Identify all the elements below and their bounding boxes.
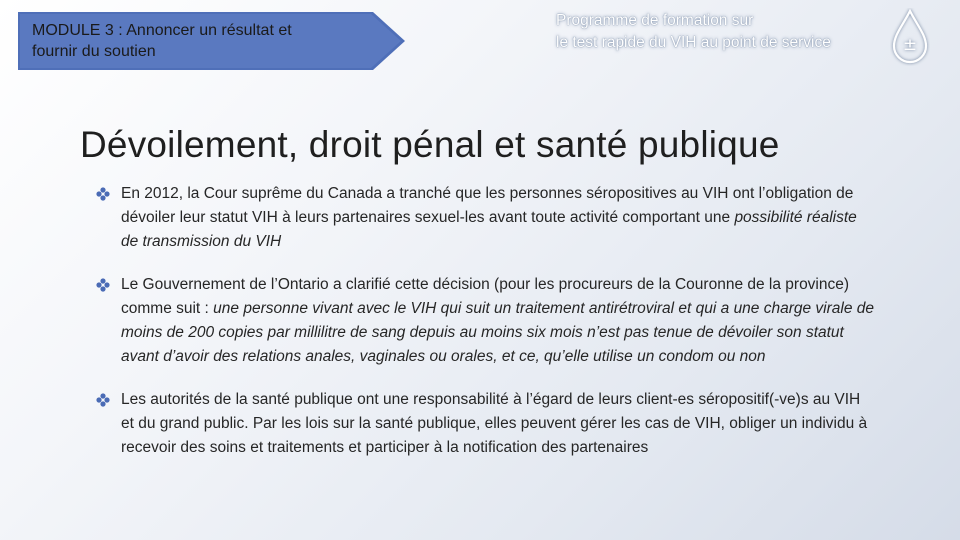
bullet-item-1: [96, 182, 876, 254]
drop-symbol: ±: [902, 35, 918, 55]
program-title-line2: le test rapide du VIH au point de service: [556, 34, 831, 51]
program-title: [556, 10, 896, 54]
diamond-bullet-icon: [96, 187, 110, 201]
bullet-item-2: [96, 273, 876, 369]
bullet-text: En 2012, la Cour suprême du Canada a tranché que les personnes séropositives au VIH ont l’obligation de dévoiler leur statut VIH à leurs partenaires sexuel-les avant toute activité comportant une: [121, 185, 854, 226]
bullet-text-emphasis: possibilité réaliste de transmission du VIH: [121, 209, 857, 250]
module-label-line1: MODULE 3 : Annoncer un résultat et: [32, 22, 292, 39]
bullet-list: [96, 182, 876, 479]
module-label: [32, 20, 372, 62]
bullet-text-emphasis: une personne vivant avec le VIH qui suit un traitement antirétroviral et qui a une charge virale de moins de 200 copies par millilitre de sang depuis au moins six mois n’est pas tenue de dévoiler son statut avant d’avoir des relations anales, vaginales ou orales, et ce, qu’elle utilise un condom ou non: [121, 300, 875, 365]
bullet-item-3: [96, 388, 876, 460]
module-label-line2: fournir du soutien: [32, 43, 156, 60]
drop-plus-minus-icon: [890, 8, 930, 66]
module-banner: [18, 12, 408, 70]
program-title-line1: Programme de formation sur: [556, 12, 754, 29]
bullet-text: Les autorités de la santé publique ont une responsabilité à l’égard de leurs client-es séropositif(-ve)s au VIH et du grand public. Par les lois sur la santé publique, elles peuvent gérer les cas de VIH, obliger un individu à recevoir des soins et traitements et participer à la notification des partenaires: [121, 391, 868, 456]
slide-title: Dévoilement, droit pénal et santé publique: [80, 124, 780, 165]
diamond-bullet-icon: [96, 393, 110, 407]
diamond-bullet-icon: [96, 278, 110, 292]
bullet-text: Le Gouvernement de l’Ontario a clarifié cette décision (pour les procureurs de la Couronne de la province) comme suit :: [121, 276, 850, 317]
